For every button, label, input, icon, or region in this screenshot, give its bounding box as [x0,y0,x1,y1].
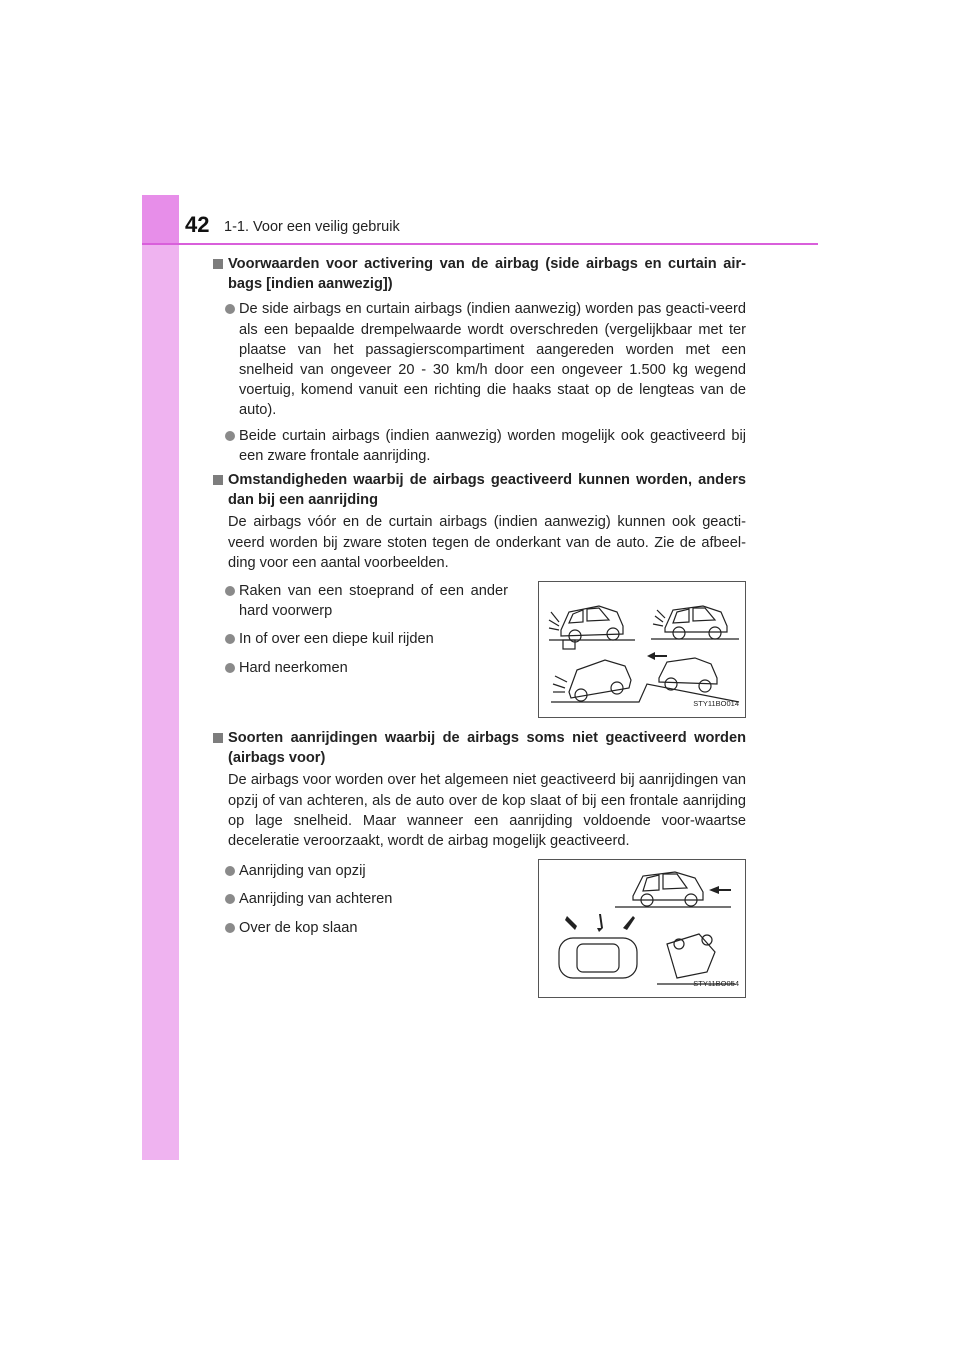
list-item: Raken van een stoeprand of een ander hard voorwerp [213,581,508,621]
paragraph: De airbags voor worden over het algemeen niet geactiveerd bij aanrijdingen van opzij of van achteren, als de auto over de kop slaat of bij een frontale aanrijding op lage snelheid. Maar wanneer een aanrijding voldoende voor-waartse deceleratie veroorzaakt, wordt de airbag mogelijk geactiveerd. [228,772,746,850]
paragraph: De airbags vóór en de curtain airbags (indien aanwezig) kunnen ook geacti-veerd worden bij zware stoten tegen de onderkant van de auto. Zie de afbeel-ding voor een aantal voorbeelden. [228,514,746,571]
page-content [213,250,746,998]
bullet-list [213,851,508,998]
section-heading: Voorwaarden voor activering van de airbag (side airbags en curtain air-bags [indien aanwezig]) [213,254,746,294]
section-heading: Omstandigheden waarbij de airbags geactiveerd kunnen worden, anders dan bij een aanrijding [213,470,746,510]
list-item: Beide curtain airbags (indien aanwezig) worden mogelijk ook geactiveerd bij een zware frontale aanrijding. [213,426,746,466]
round-bullet-icon [225,304,235,314]
section3 [213,728,746,998]
figure-underbody-impacts [538,581,746,718]
round-bullet-icon [225,586,235,596]
square-bullet-icon [213,733,223,743]
round-bullet-icon [225,894,235,904]
page-number: 42 [185,212,210,237]
side-tab-bar [142,195,179,1160]
square-bullet-icon [213,475,223,485]
list-item: Over de kop slaan [213,918,508,938]
figure-code: STY11BO054 [693,979,739,989]
section2-row [213,573,746,718]
section-heading: Soorten aanrijdingen waarbij de airbags soms niet geactiveerd worden (airbags voor) [213,728,746,768]
chapter-title: 1-1. Voor een veilig gebruik [224,219,400,235]
round-bullet-icon [225,431,235,441]
side-tab-header [142,195,179,245]
section3-row [213,851,746,998]
header-rule [142,243,818,245]
list-item: Aanrijding van achteren [213,889,508,909]
round-bullet-icon [225,634,235,644]
square-bullet-icon [213,259,223,269]
round-bullet-icon [225,923,235,933]
list-item: In of over een diepe kuil rijden [213,629,508,649]
bullet-list [213,573,508,718]
list-item: De side airbags en curtain airbags (indien aanwezig) worden pas geacti-veerd als een bepaalde drempelwaarde wordt overschreden (vergelijkbaar met ter plaatse van het passagierscompartiment aangereden worden met een snelheid van ongeveer 20 - 30 km/h door een ongeveer 1.500 kg wegend voertuig, komend vanuit een richting die haaks staat op de lengteas van de auto). [213,299,746,420]
round-bullet-icon [225,663,235,673]
figure-code: STY11BO014 [693,698,739,708]
list-item: Hard neerkomen [213,658,508,678]
list-item: Aanrijding van opzij [213,861,508,881]
round-bullet-icon [225,866,235,876]
figure-non-activation-collisions [538,859,746,998]
